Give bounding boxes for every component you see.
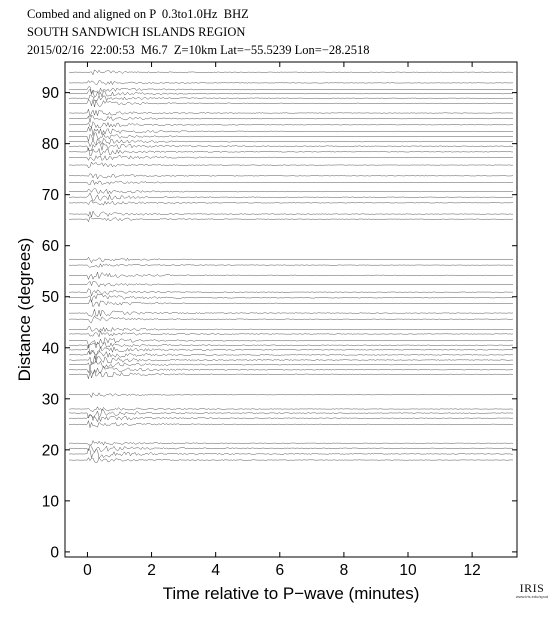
x-tick-label: 2	[147, 562, 156, 579]
seismic-trace	[69, 366, 513, 374]
seismic-trace	[69, 87, 513, 94]
seismic-trace	[69, 393, 513, 398]
seismic-trace	[69, 316, 513, 323]
iris-logo	[512, 582, 552, 612]
x-axis-title: Time relative to P−wave (minutes)	[162, 584, 420, 603]
figure-header-line-1: Combed and aligned on P 0.3to1.0Hz BHZ	[27, 7, 249, 21]
y-tick-label: 10	[41, 493, 59, 511]
x-tick-label: 8	[339, 562, 349, 579]
seismic-trace	[69, 115, 513, 122]
seismic-trace	[69, 272, 513, 279]
seismic-trace	[69, 281, 513, 287]
seismic-trace	[69, 188, 513, 194]
seismic-trace	[69, 327, 513, 332]
seismic-trace	[69, 345, 513, 354]
seismic-trace	[69, 100, 513, 107]
y-tick-label: 70	[41, 187, 59, 205]
seismic-trace	[69, 449, 513, 459]
seismic-trace	[69, 81, 513, 85]
seismic-trace	[69, 458, 513, 463]
y-tick-label: 30	[41, 391, 59, 409]
seismic-trace	[69, 142, 513, 151]
y-tick-label: 0	[50, 544, 59, 562]
seismic-trace	[69, 309, 513, 316]
seismic-trace	[69, 361, 513, 368]
seismic-trace	[69, 257, 513, 262]
seismic-trace	[69, 70, 513, 75]
x-tick-label: 10	[399, 562, 417, 579]
seismic-trace	[69, 148, 513, 156]
figure-header-line-2: SOUTH SANDWICH ISLANDS REGION	[27, 25, 246, 39]
seismic-trace	[69, 109, 513, 117]
seismic-trace	[69, 211, 513, 217]
seismic-trace	[69, 193, 513, 201]
x-tick-label: 12	[463, 562, 481, 579]
x-tick-label: 0	[83, 562, 92, 579]
seismic-trace	[69, 356, 513, 365]
seismic-trace	[69, 342, 513, 348]
seismic-trace	[69, 300, 513, 307]
y-tick-label: 80	[41, 136, 59, 154]
seismic-trace	[69, 421, 513, 428]
iris-logo-url: www.iris.edu/spud	[515, 594, 549, 599]
seismic-trace	[69, 331, 513, 337]
seismic-trace	[69, 409, 513, 418]
y-tick-label: 50	[41, 289, 59, 307]
seismic-trace	[69, 122, 513, 128]
seismic-trace	[69, 407, 513, 412]
seismic-trace	[69, 162, 513, 168]
seismic-trace	[69, 155, 513, 160]
seismic-trace	[69, 127, 513, 136]
x-tick-label: 6	[275, 562, 285, 579]
seismic-trace	[69, 415, 513, 422]
figure-header-line-3: 2015/02/16 22:00:53 M6.7 Z=10km Lat=−55.5239 Lon=−28.2518	[27, 43, 370, 57]
seismic-trace	[69, 441, 513, 445]
y-tick-label: 60	[41, 238, 59, 256]
seismic-trace	[69, 180, 513, 185]
y-tick-label: 20	[41, 442, 59, 460]
y-axis-title: Distance (degrees)	[15, 237, 34, 382]
seismic-traces	[69, 70, 513, 462]
seismic-trace	[69, 338, 513, 346]
seismic-trace	[69, 445, 513, 452]
seismic-trace	[69, 89, 513, 97]
y-tick-label: 40	[41, 340, 59, 358]
seismic-trace	[69, 294, 513, 302]
axis-ticks	[42, 62, 517, 579]
seismic-trace	[69, 217, 513, 222]
seismic-trace	[69, 133, 513, 142]
seismic-trace	[69, 200, 513, 205]
iris-logo-text: IRIS	[519, 581, 545, 595]
seismic-trace	[69, 289, 513, 296]
plot-frame	[65, 62, 517, 557]
seismic-trace	[69, 138, 513, 146]
seismic-trace	[69, 350, 513, 359]
seismic-trace	[69, 264, 513, 268]
seismic-trace	[69, 174, 513, 179]
y-tick-label: 90	[41, 85, 59, 103]
seismic-trace	[69, 95, 513, 101]
seismic-trace	[69, 371, 513, 379]
x-tick-label: 4	[211, 562, 220, 579]
